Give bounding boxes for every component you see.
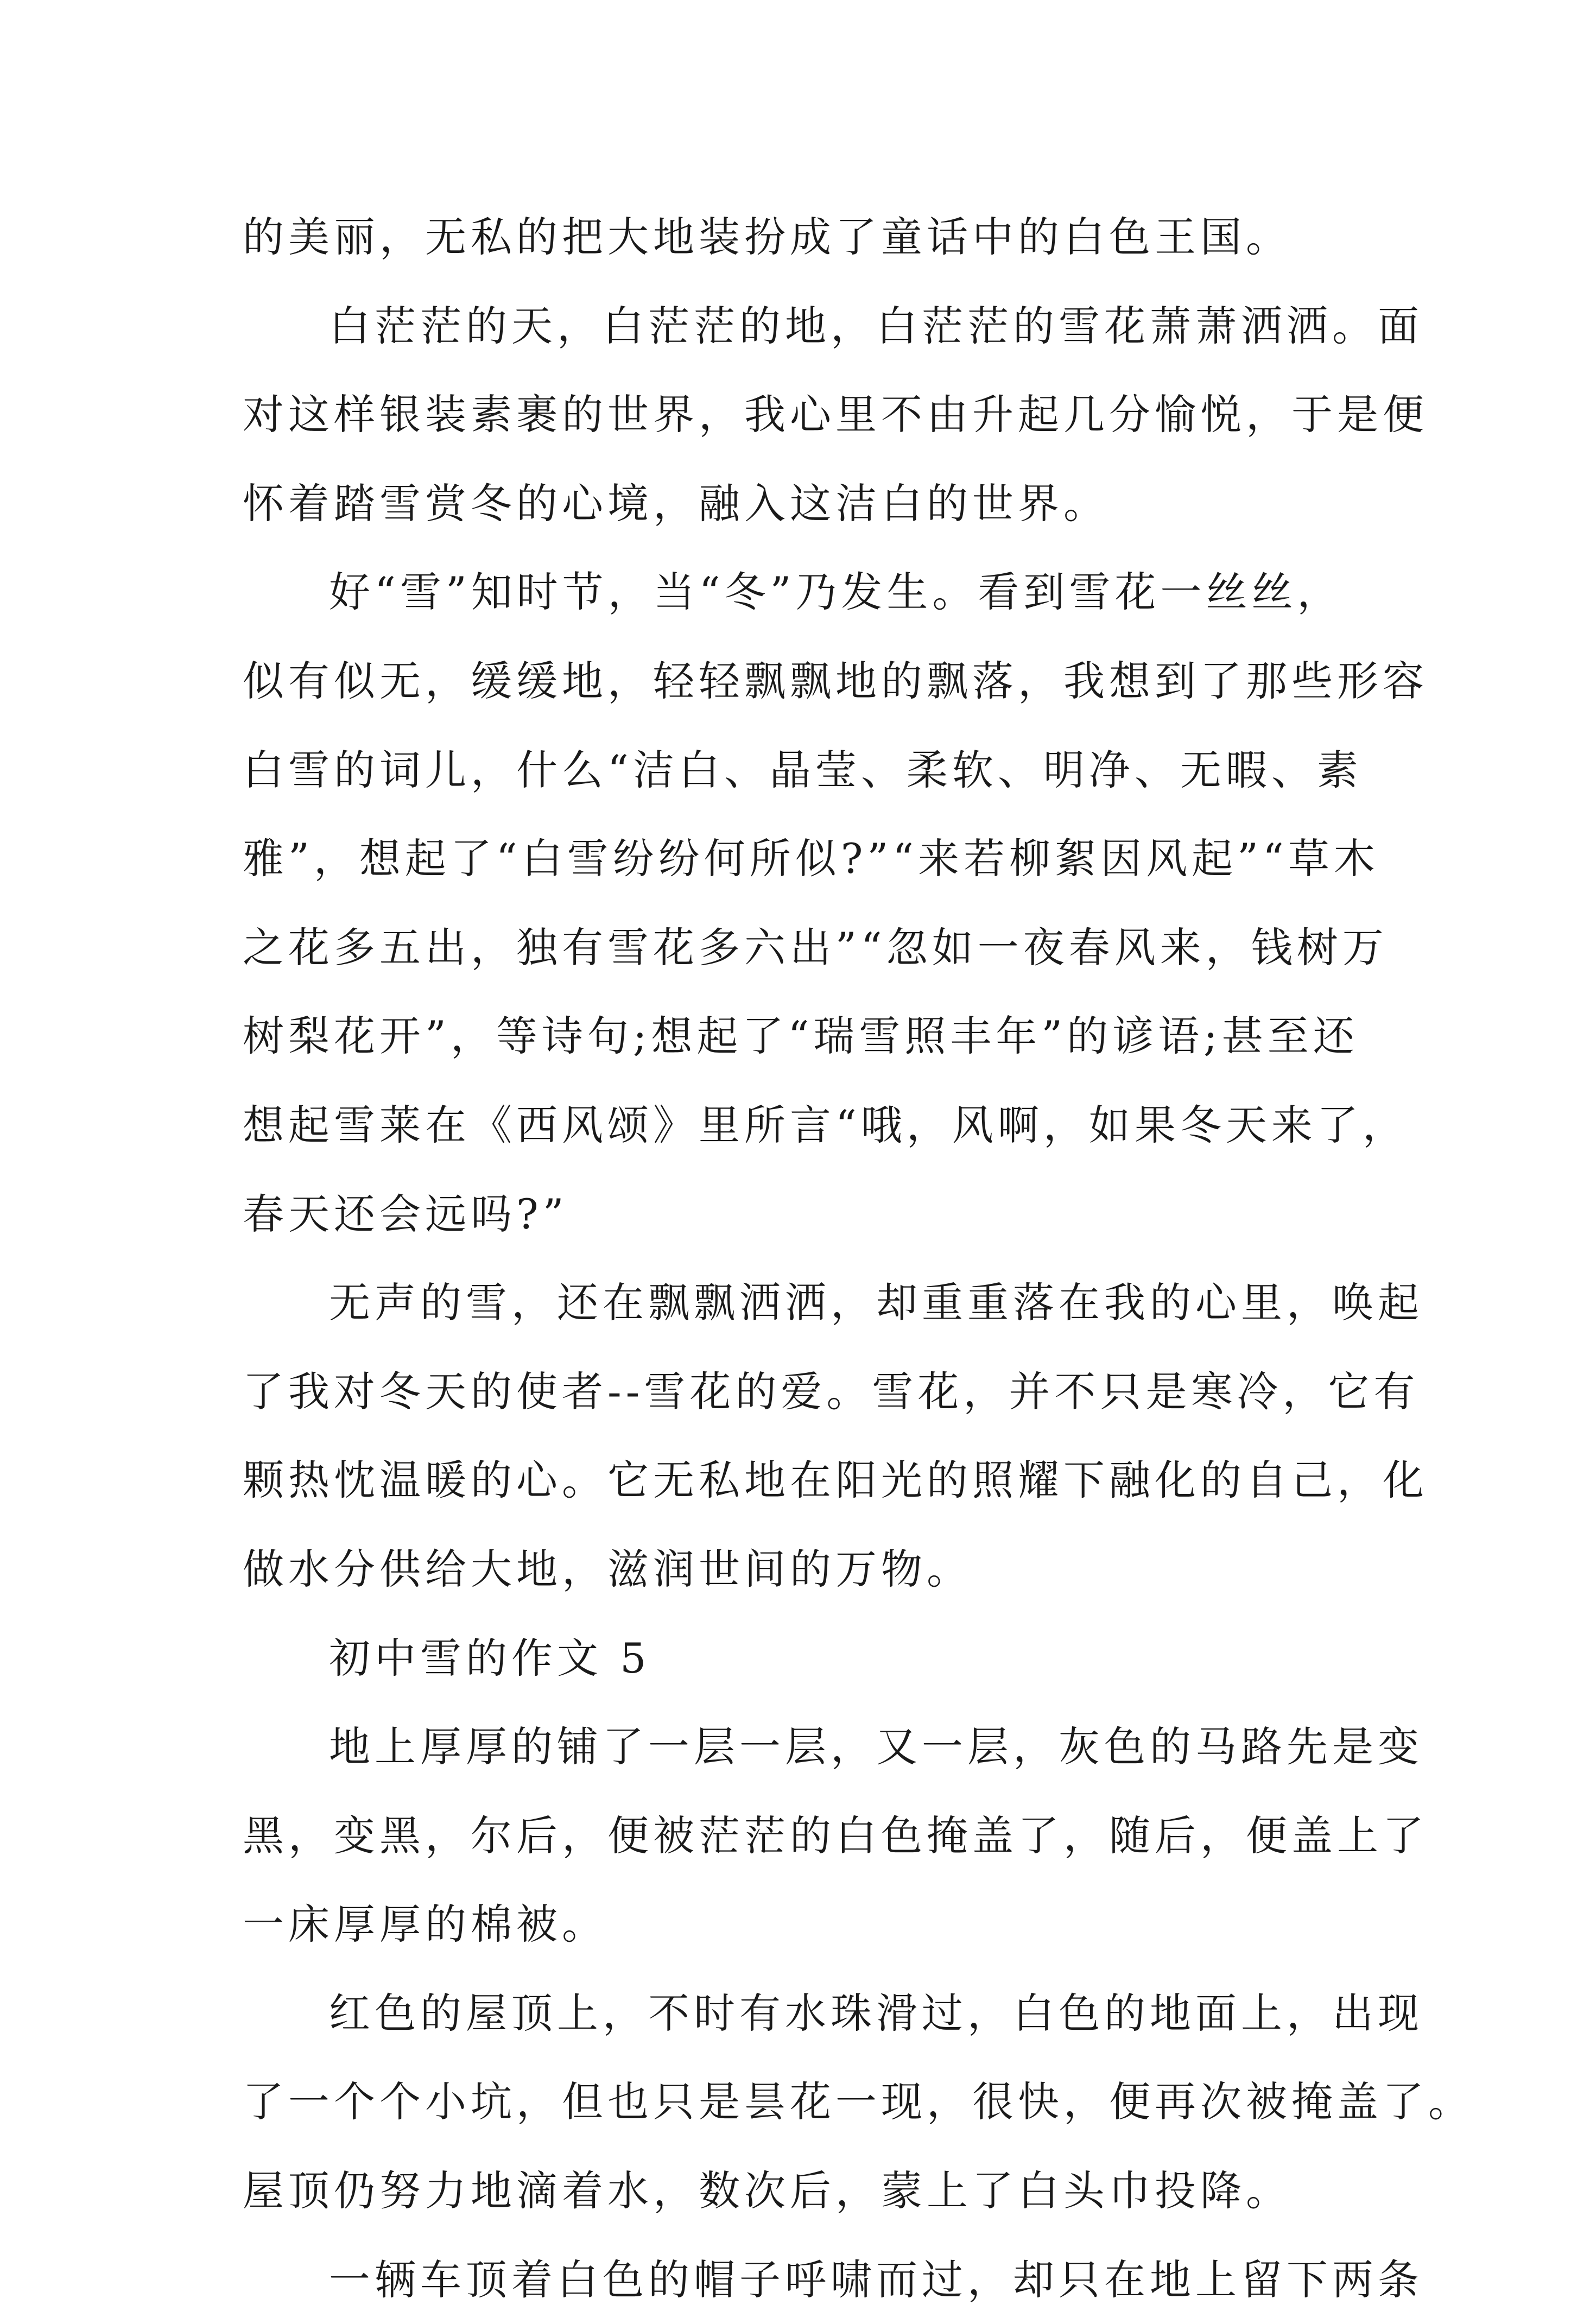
text-line: 颗热忱温暖的心。它无私地在阳光的照耀下融化的自己，化 <box>243 1456 1428 1505</box>
text-line: 一床厚厚的棉被。 <box>243 1900 607 1949</box>
text-line: 无声的雪，还在飘飘洒洒，却重重落在我的心里，唤起 <box>329 1278 1423 1327</box>
text-line: 一辆车顶着白色的帽子呼啸而过，却只在地上留下两条 <box>329 2255 1423 2304</box>
text-line: 之花多五出，独有雪花多六出”“忽如一夜春风来，钱树万 <box>243 923 1388 972</box>
text-line: 屋顶仍努力地滴着水，数次后，蒙上了白头巾投降。 <box>243 2167 1291 2215</box>
text-line: 地上厚厚的铺了一层一层，又一层，灰色的马路先是变 <box>329 1723 1423 1771</box>
text-line: 的美丽，无私的把大地装扮成了童话中的白色王国。 <box>243 213 1291 261</box>
text-line: 红色的屋顶上，不时有水珠滑过，白色的地面上，出现 <box>329 1989 1423 2037</box>
text-line: 黑，变黑，尔后，便被茫茫的白色掩盖了，随后，便盖上了 <box>243 1811 1428 1860</box>
text-line: 白茫茫的天，白茫茫的地，白茫茫的雪花萧萧洒洒。面 <box>329 301 1423 350</box>
section-heading: 初中雪的作文 5 <box>329 1633 651 1682</box>
document-body <box>243 193 1474 2324</box>
text-line: 对这样银装素裹的世界，我心里不由升起几分愉悦，于是便 <box>243 390 1428 439</box>
text-line: 想起雪莱在《西风颂》里所言“哦，风啊，如果冬天来了， <box>243 1100 1408 1149</box>
text-line: 白雪的词儿，什么“洁白、晶莹、柔软、明净、无暇、素 <box>243 745 1363 794</box>
text-line: 雅”，想起了“白雪纷纷何所似?”“来若柳絮因风起”“草木 <box>243 834 1379 883</box>
text-line: 了我对冬天的使者--雪花的爱。雪花，并不只是寒冷，它有 <box>243 1367 1420 1416</box>
text-line: 了一个个小坑，但也只是昙花一现，很快，便再次被掩盖了。 <box>243 2078 1474 2126</box>
text-line: 怀着踏雪赏冬的心境，融入这洁白的世界。 <box>243 479 1109 528</box>
text-line: 似有似无，缓缓地，轻轻飘飘地的飘落，我想到了那些形容 <box>243 656 1428 705</box>
text-line: 树梨花开”，等诗句;想起了“瑞雪照丰年”的谚语;甚至还 <box>243 1012 1359 1061</box>
text-line: 做水分供给大地，滋润世间的万物。 <box>243 1544 972 1593</box>
text-line: 好“雪”知时节，当“冬”乃发生。看到雪花一丝丝， <box>329 568 1343 617</box>
text-line: 春天还会远吗?” <box>243 1189 568 1238</box>
